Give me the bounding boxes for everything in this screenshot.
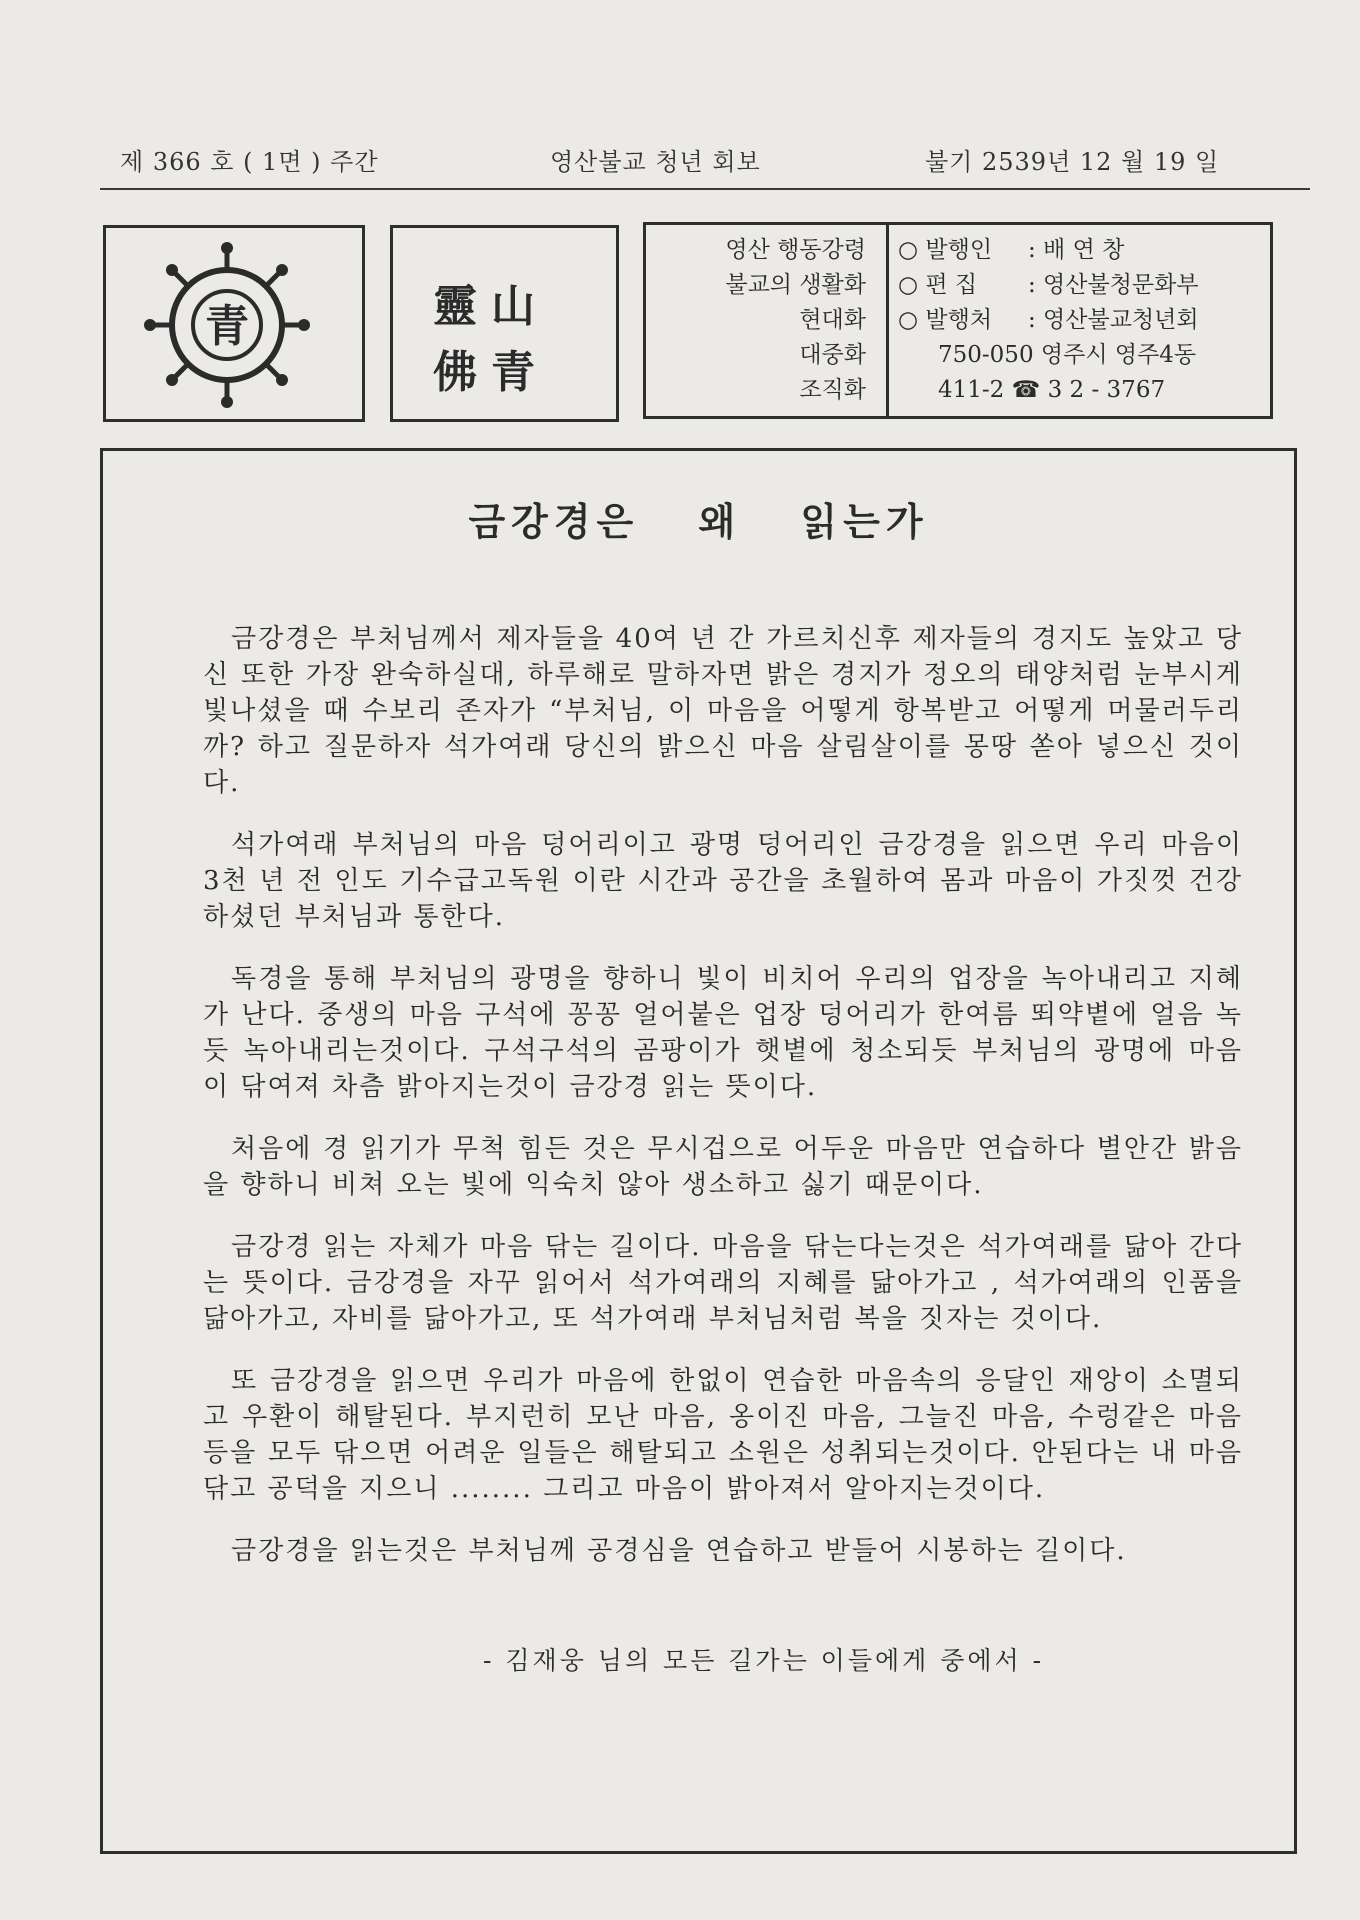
slogan-line: 조직화 [799, 377, 866, 403]
masthead-name-box [390, 225, 619, 422]
article-paragraph: 금강경은 부처님께서 제자들을 40여 년 간 가르치신후 제자들의 경지도 높았고 당신 또한 가장 완숙하실대, 하루해로 말하자면 밝은 경지가 정오의 태양처럼 눈부시게 빛나셨을 때 수보리 존자가 “부처님, 이 마음을 어떻게 항복받고 어떻게 머물러두리까? 하고 질문하자 석가여래 당신의 밝으신 마음 살림살이를 몽땅 쏟아 넣으신 것이다. [203, 624, 1243, 798]
dharma-wheel-logo [142, 240, 312, 410]
logo-box [103, 225, 365, 422]
header-rule [100, 188, 1310, 190]
phone: 411-2 ☎ 3 2 - 3767 [938, 377, 1166, 403]
article-box [100, 448, 1297, 1854]
info-box [643, 222, 1273, 419]
slogan-line: 불교의 생활화 [725, 272, 866, 298]
slogan-line: 영산 행동강령 [725, 237, 866, 263]
editor-row [898, 268, 1258, 303]
slogan-line: 대중화 [799, 342, 866, 368]
article-title: 금강경은 왜 읽는가 [468, 499, 929, 544]
publisher-label: ○ 발행인 [898, 237, 993, 263]
action-slogans [646, 233, 866, 408]
editor-value: : 영산불청문화부 [1028, 272, 1199, 298]
issuer-value: : 영산불교청년회 [1028, 307, 1199, 333]
issue-number: 제 366 호 ( 1면 ) 주간 [120, 148, 379, 176]
article-body [203, 621, 1243, 1595]
info-divider [886, 225, 889, 416]
slogan-line: 현대화 [799, 307, 866, 333]
address: 750-050 영주시 영주4동 [938, 342, 1197, 368]
publisher-value: : 배 연 창 [1028, 237, 1125, 263]
logo-glyph: 青 [205, 301, 249, 352]
masthead-name-line1: 靈山 [433, 281, 549, 332]
masthead-name-line2: 佛青 [433, 347, 549, 398]
issuer-row [898, 303, 1258, 338]
publication-name: 영산불교 청년 회보 [550, 148, 761, 176]
editor-label: ○ 편 집 [898, 272, 978, 298]
issuer-label: ○ 발행처 [898, 307, 993, 333]
article-paragraph: 또 금강경을 읽으면 우리가 마음에 한없이 연습한 마음속의 응달인 재앙이 소멸되고 우환이 해탈된다. 부지런히 모난 마음, 옹이진 마음, 그늘진 마음, 수렁같은 마음 등을 모두 닦으면 어려운 일들은 해탈되고 소원은 성취되는것이다. 안된다는 내 마음 닦고 공덕을 지으니 ........ 그리고 마음이 밝아져서 알아지는것이다. [203, 1366, 1243, 1504]
article-paragraph: 석가여래 부처님의 마음 덩어리이고 광명 덩어리인 금강경을 읽으면 우리 마음이 3천 년 전 인도 기수급고독원 이란 시간과 공간을 초월하여 몸과 마음이 가짓껏 건강하셨던 부처님과 통한다. [203, 830, 1243, 932]
article-paragraph: 금강경을 읽는것은 부처님께 공경심을 연습하고 받들어 시봉하는 길이다. [231, 1536, 1127, 1566]
article-paragraph: 독경을 통해 부처님의 광명을 향하니 빛이 비치어 우리의 업장을 녹아내리고 지혜가 난다. 중생의 마음 구석에 꽁꽁 얼어붙은 업장 덩어리가 한여름 뙤약볕에 얼음 녹듯 녹아내리는것이다. 구석구석의 곰팡이가 햇볕에 청소되듯 부처님의 광명에 마음이 닦여져 차츰 밝아지는것이 금강경 읽는 뜻이다. [203, 964, 1243, 1102]
publisher-row [898, 233, 1258, 268]
article-paragraph: 처음에 경 읽기가 무척 힘든 것은 무시겁으로 어두운 마음만 연습하다 별안간 밝음을 향하니 비쳐 오는 빛에 익숙치 않아 생소하고 싫기 때문이다. [203, 1134, 1243, 1200]
publisher-info [898, 233, 1258, 408]
article-byline: - 김재웅 님의 모든 길가는 이들에게 중에서 - [483, 1646, 1045, 1675]
issue-date: 불기 2539년 12 월 19 일 [925, 148, 1220, 176]
article-paragraph: 금강경 읽는 자체가 마음 닦는 길이다. 마음을 닦는다는것은 석가여래를 닮아 간다는 뜻이다. 금강경을 자꾸 읽어서 석가여래의 지혜를 닮아가고 , 석가여래의 인품을 닮아가고, 자비를 닮아가고, 또 석가여래 부처님처럼 복을 짓자는 것이다. [203, 1232, 1243, 1334]
